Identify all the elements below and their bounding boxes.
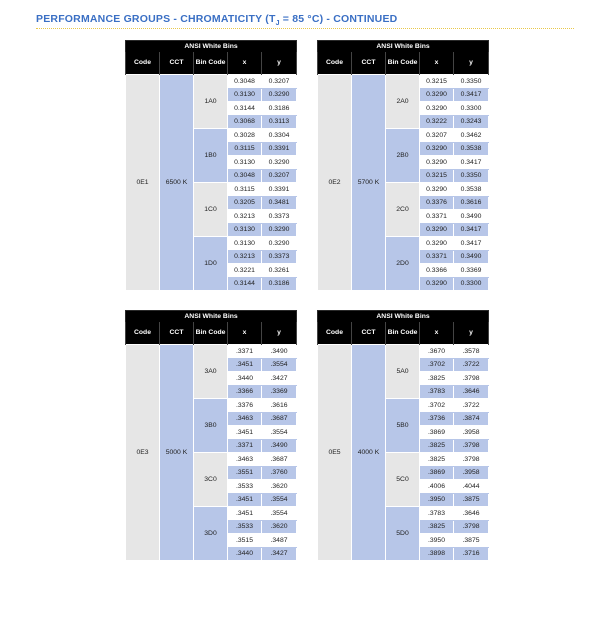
title-divider: [36, 28, 574, 29]
y-value-cell: .3646: [454, 385, 489, 399]
x-value-cell: 0.3290: [420, 102, 454, 116]
page-title: PERFORMANCE GROUPS - CHROMATICITY ($T_J = 85$ °C) - CONTINUED: [36, 13, 398, 28]
y-value-cell: .3427: [262, 372, 297, 386]
x-value-cell: 0.3215: [420, 75, 454, 89]
column-header: x: [420, 52, 454, 75]
column-header: CCT: [160, 322, 194, 345]
y-value-cell: 0.3417: [454, 88, 489, 102]
column-header: x: [228, 52, 262, 75]
y-value-cell: .3554: [262, 507, 297, 521]
x-value-cell: .3702: [420, 399, 454, 413]
y-value-cell: 0.3290: [262, 88, 297, 102]
x-value-cell: .3783: [420, 385, 454, 399]
x-value-cell: 0.3048: [228, 75, 262, 89]
y-value-cell: 0.3243: [454, 115, 489, 129]
x-value-cell: 0.3222: [420, 115, 454, 129]
ansi-white-bins-table-0e1: [125, 40, 297, 291]
y-value-cell: .3554: [262, 426, 297, 440]
y-value-cell: 0.3186: [262, 277, 297, 291]
y-value-cell: .3798: [454, 453, 489, 467]
column-header: Code: [318, 52, 352, 75]
bin-code-cell: 3B0: [194, 399, 228, 453]
y-value-cell: 0.3538: [454, 142, 489, 156]
x-value-cell: .3950: [420, 534, 454, 548]
x-value-cell: .3440: [228, 547, 262, 561]
y-value-cell: 0.3373: [262, 210, 297, 224]
bin-code-cell: 2D0: [386, 237, 420, 291]
cct-cell: 5000 K: [160, 345, 194, 561]
x-value-cell: 0.3205: [228, 196, 262, 210]
y-value-cell: .3554: [262, 358, 297, 372]
x-value-cell: .3825: [420, 439, 454, 453]
x-value-cell: .3451: [228, 507, 262, 521]
table-title: ANSI White Bins: [318, 41, 489, 53]
x-value-cell: 0.3371: [420, 250, 454, 264]
y-value-cell: 0.3538: [454, 183, 489, 197]
x-value-cell: 0.3371: [420, 210, 454, 224]
column-header: Bin Code: [194, 52, 228, 75]
y-value-cell: .4044: [454, 480, 489, 494]
y-value-cell: .3958: [454, 466, 489, 480]
column-header: CCT: [352, 322, 386, 345]
bin-code-cell: 5C0: [386, 453, 420, 507]
x-value-cell: .4006: [420, 480, 454, 494]
x-value-cell: 0.3366: [420, 264, 454, 278]
x-value-cell: 0.3130: [228, 237, 262, 251]
x-value-cell: .3451: [228, 493, 262, 507]
y-value-cell: 0.3391: [262, 183, 297, 197]
x-value-cell: .3515: [228, 534, 262, 548]
y-value-cell: 0.3261: [262, 264, 297, 278]
x-value-cell: 0.3130: [228, 156, 262, 170]
y-value-cell: 0.3490: [454, 210, 489, 224]
x-value-cell: .3533: [228, 480, 262, 494]
y-value-cell: 0.3290: [262, 237, 297, 251]
x-value-cell: .3366: [228, 385, 262, 399]
ansi-white-bins-table-0e2: [317, 40, 489, 291]
y-value-cell: .3798: [454, 372, 489, 386]
y-value-cell: .3798: [454, 439, 489, 453]
column-header: Code: [126, 322, 160, 345]
y-value-cell: 0.3417: [454, 237, 489, 251]
column-header: x: [420, 322, 454, 345]
bin-code-cell: 5D0: [386, 507, 420, 561]
x-value-cell: 0.3130: [228, 88, 262, 102]
y-value-cell: .3646: [454, 507, 489, 521]
column-header: CCT: [352, 52, 386, 75]
table-title: ANSI White Bins: [126, 41, 297, 53]
x-value-cell: .3533: [228, 520, 262, 534]
y-value-cell: 0.3369: [454, 264, 489, 278]
y-value-cell: 0.3290: [262, 223, 297, 237]
y-value-cell: .3687: [262, 453, 297, 467]
x-value-cell: 0.3144: [228, 102, 262, 116]
column-header: y: [262, 52, 297, 75]
y-value-cell: 0.3304: [262, 129, 297, 143]
table-row: [318, 345, 489, 359]
x-value-cell: .3551: [228, 466, 262, 480]
y-value-cell: .3687: [262, 412, 297, 426]
column-header: Bin Code: [386, 322, 420, 345]
y-value-cell: .3874: [454, 412, 489, 426]
y-value-cell: .3620: [262, 520, 297, 534]
x-value-cell: 0.3290: [420, 183, 454, 197]
y-value-cell: .3875: [454, 534, 489, 548]
y-value-cell: 0.3462: [454, 129, 489, 143]
y-value-cell: 0.3290: [262, 156, 297, 170]
y-value-cell: 0.3207: [262, 169, 297, 183]
y-value-cell: 0.3373: [262, 250, 297, 264]
y-value-cell: 0.3350: [454, 75, 489, 89]
y-value-cell: .3722: [454, 399, 489, 413]
x-value-cell: .3783: [420, 507, 454, 521]
y-value-cell: .3427: [262, 547, 297, 561]
x-value-cell: 0.3048: [228, 169, 262, 183]
code-cell: 0E3: [126, 345, 160, 561]
ansi-white-bins-table-0e5: [317, 310, 489, 561]
cct-cell: 4000 K: [352, 345, 386, 561]
x-value-cell: 0.3068: [228, 115, 262, 129]
y-value-cell: .3490: [262, 439, 297, 453]
table-row: [318, 75, 489, 89]
table-title: ANSI White Bins: [318, 311, 489, 323]
y-value-cell: .3722: [454, 358, 489, 372]
x-value-cell: 0.3290: [420, 88, 454, 102]
x-value-cell: 0.3221: [228, 264, 262, 278]
y-value-cell: .3616: [262, 399, 297, 413]
bin-code-cell: 1D0: [194, 237, 228, 291]
y-value-cell: 0.3417: [454, 156, 489, 170]
y-value-cell: .3716: [454, 547, 489, 561]
column-header: x: [228, 322, 262, 345]
x-value-cell: .3463: [228, 453, 262, 467]
x-value-cell: 0.3290: [420, 277, 454, 291]
ansi-white-bins-table-0e3: [125, 310, 297, 561]
column-header: y: [262, 322, 297, 345]
x-value-cell: 0.3144: [228, 277, 262, 291]
y-value-cell: 0.3417: [454, 223, 489, 237]
y-value-cell: .3578: [454, 345, 489, 359]
x-value-cell: .3736: [420, 412, 454, 426]
y-value-cell: 0.3300: [454, 102, 489, 116]
x-value-cell: 0.3130: [228, 223, 262, 237]
x-value-cell: .3371: [228, 345, 262, 359]
x-value-cell: 0.3115: [228, 183, 262, 197]
x-value-cell: .3869: [420, 466, 454, 480]
x-value-cell: .3702: [420, 358, 454, 372]
code-cell: 0E5: [318, 345, 352, 561]
y-value-cell: 0.3207: [262, 75, 297, 89]
y-value-cell: .3798: [454, 520, 489, 534]
y-value-cell: .3487: [262, 534, 297, 548]
x-value-cell: .3670: [420, 345, 454, 359]
y-value-cell: .3875: [454, 493, 489, 507]
x-value-cell: .3451: [228, 426, 262, 440]
y-value-cell: 0.3616: [454, 196, 489, 210]
x-value-cell: 0.3376: [420, 196, 454, 210]
bin-code-cell: 3A0: [194, 345, 228, 399]
column-header: y: [454, 322, 489, 345]
bin-code-cell: 2C0: [386, 183, 420, 237]
x-value-cell: 0.3213: [228, 250, 262, 264]
x-value-cell: .3825: [420, 520, 454, 534]
y-value-cell: .3760: [262, 466, 297, 480]
x-value-cell: 0.3290: [420, 142, 454, 156]
x-value-cell: 0.3290: [420, 156, 454, 170]
table-row: [126, 345, 297, 359]
bin-code-cell: 3D0: [194, 507, 228, 561]
bin-code-cell: 5A0: [386, 345, 420, 399]
y-value-cell: 0.3186: [262, 102, 297, 116]
x-value-cell: 0.3028: [228, 129, 262, 143]
x-value-cell: .3451: [228, 358, 262, 372]
column-header: Bin Code: [386, 52, 420, 75]
column-header: y: [454, 52, 489, 75]
table-row: [126, 75, 297, 89]
y-value-cell: .3958: [454, 426, 489, 440]
y-value-cell: 0.3300: [454, 277, 489, 291]
x-value-cell: .3825: [420, 453, 454, 467]
column-header: CCT: [160, 52, 194, 75]
y-value-cell: .3554: [262, 493, 297, 507]
bin-code-cell: 5B0: [386, 399, 420, 453]
bin-code-cell: 2A0: [386, 75, 420, 129]
bin-code-cell: 3C0: [194, 453, 228, 507]
bin-code-cell: 1B0: [194, 129, 228, 183]
bin-code-cell: 2B0: [386, 129, 420, 183]
y-value-cell: .3369: [262, 385, 297, 399]
cct-cell: 6500 K: [160, 75, 194, 291]
x-value-cell: 0.3207: [420, 129, 454, 143]
x-value-cell: 0.3215: [420, 169, 454, 183]
bin-code-cell: 1C0: [194, 183, 228, 237]
y-value-cell: .3490: [262, 345, 297, 359]
y-value-cell: 0.3350: [454, 169, 489, 183]
x-value-cell: .3869: [420, 426, 454, 440]
y-value-cell: .3620: [262, 480, 297, 494]
cct-cell: 5700 K: [352, 75, 386, 291]
x-value-cell: 0.3213: [228, 210, 262, 224]
y-value-cell: 0.3481: [262, 196, 297, 210]
column-header: Code: [318, 322, 352, 345]
x-value-cell: .3825: [420, 372, 454, 386]
x-value-cell: .3440: [228, 372, 262, 386]
x-value-cell: .3950: [420, 493, 454, 507]
code-cell: 0E2: [318, 75, 352, 291]
y-value-cell: 0.3490: [454, 250, 489, 264]
x-value-cell: 0.3290: [420, 237, 454, 251]
x-value-cell: .3898: [420, 547, 454, 561]
x-value-cell: 0.3115: [228, 142, 262, 156]
x-value-cell: .3463: [228, 412, 262, 426]
code-cell: 0E1: [126, 75, 160, 291]
x-value-cell: .3376: [228, 399, 262, 413]
y-value-cell: 0.3391: [262, 142, 297, 156]
x-value-cell: .3371: [228, 439, 262, 453]
x-value-cell: 0.3290: [420, 223, 454, 237]
y-value-cell: 0.3113: [262, 115, 297, 129]
table-title: ANSI White Bins: [126, 311, 297, 323]
column-header: Bin Code: [194, 322, 228, 345]
column-header: Code: [126, 52, 160, 75]
bin-code-cell: 1A0: [194, 75, 228, 129]
